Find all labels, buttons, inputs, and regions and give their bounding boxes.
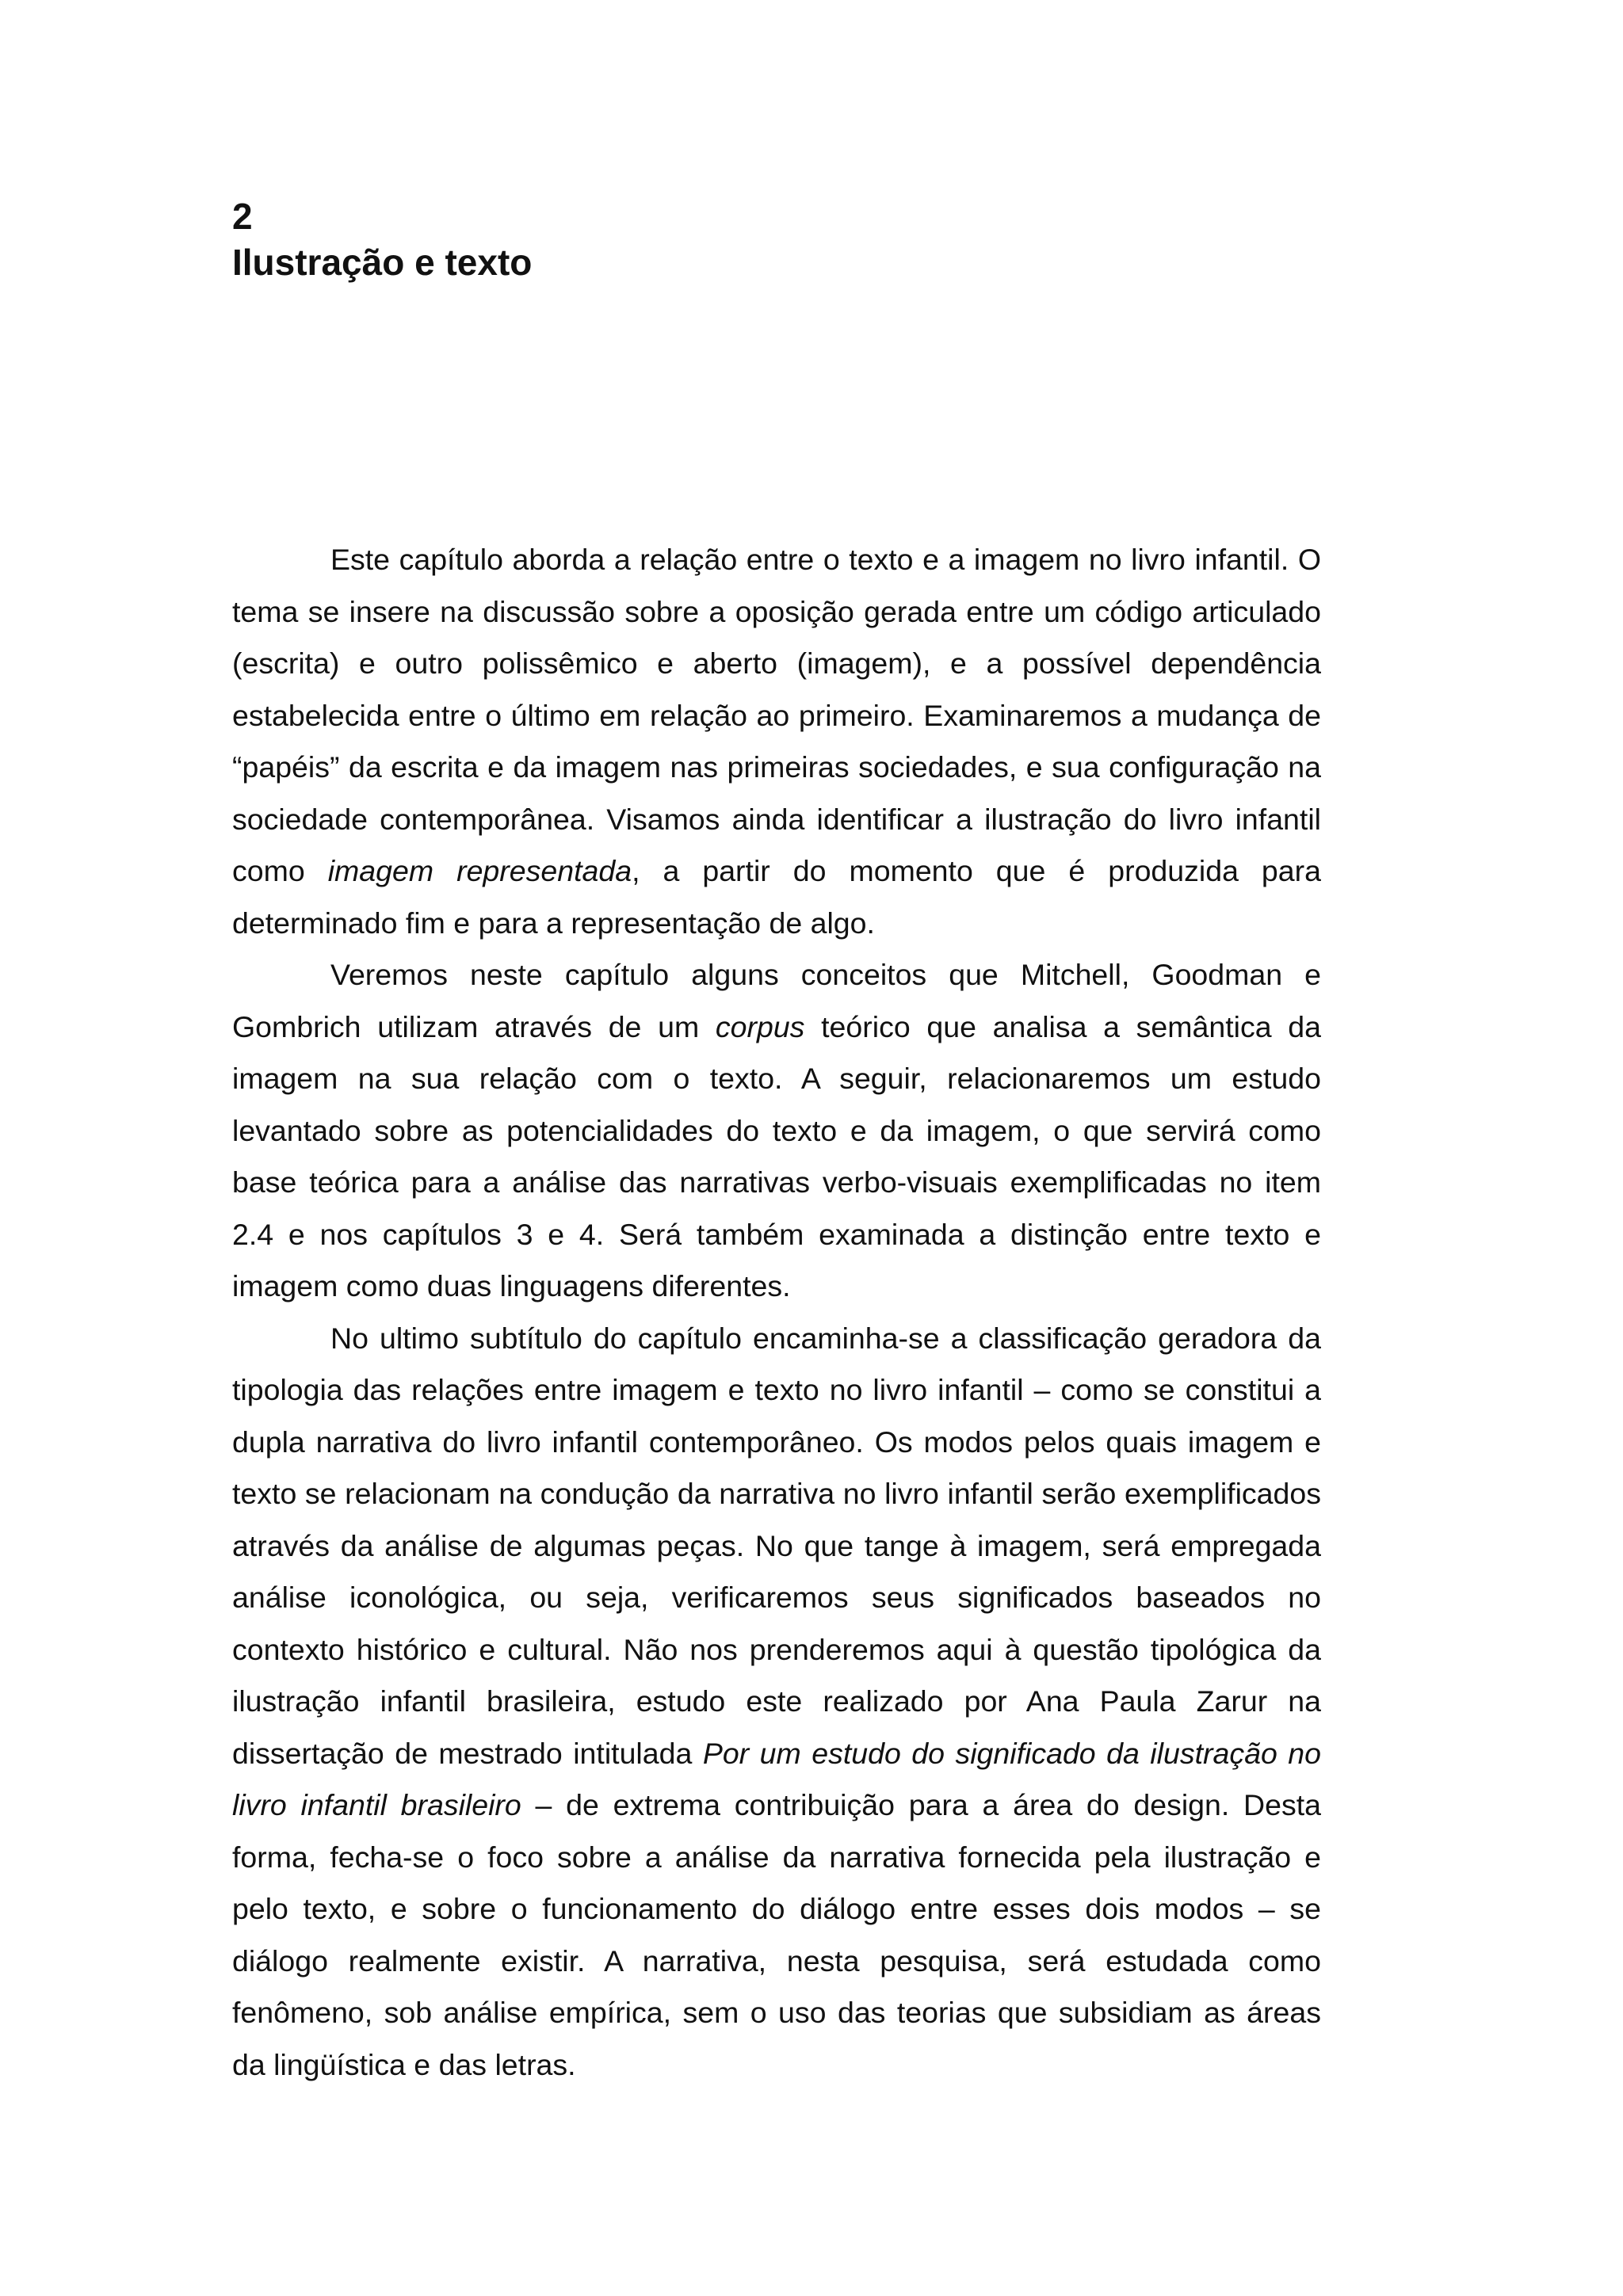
paragraph-1-text: Este capítulo aborda a relação entre o texto e a imagem no livro infantil. O tema se insere na discussão sobre a oposição gerada entre um código articulado (escrita) e outro polissêmico e aberto (imagem), e a possível dependência estabelecida entre o último em relação ao primeiro. Examinaremos a mudança de “papéis” da escrita e da imagem nas primeiras sociedades, e sua configuração na sociedade contemporânea. Visamos ainda identificar a ilustração do livro infantil como <box>232 543 1321 887</box>
body-text <box>232 534 1321 2091</box>
paragraph-1-italic-term: imagem representada <box>327 854 632 887</box>
paragraph-2 <box>232 949 1321 1313</box>
chapter-number: 2 <box>232 196 253 237</box>
paragraph-2-text-end: teórico que analisa a semântica da imagem na sua relação com o texto. A seguir, relacionaremos um estudo levantado sobre as potencialidades do texto e da imagem, o que servirá como base teórica para a análise das narrativas verbo-visuais exemplificadas no item 2.4 e nos capítulos 3 e 4. Será também examinada a distinção entre texto e imagem como duas linguagens diferentes. <box>232 1009 1321 1302</box>
paragraph-3-text: No ultimo subtítulo do capítulo encaminha-se a classificação geradora da tipologia das relações entre imagem e texto no livro infantil – como se constitui a dupla narrativa do livro infantil contemporâneo. Os modos pelos quais imagem e texto se relacionam na condução da narrativa no livro infantil serão exemplificados através da análise de algumas peças. No que tange à imagem, será empregada análise iconológica, ou seja, verificaremos seus significados baseados no contexto histórico e cultural. Não nos prenderemos aqui à questão tipológica da ilustração infantil brasileira, estudo este realizado por Ana Paula Zarur na dissertação de mestrado intitulada <box>232 1321 1321 1770</box>
paragraph-3 <box>232 1313 1321 2092</box>
paragraph-1 <box>232 534 1321 949</box>
paragraph-3-text-end: – de extrema contribuição para a área do design. Desta forma, fecha-se o foco sobre a análise da narrativa fornecida pela ilustração e pelo texto, e sobre o funcionamento do diálogo entre esses dois modos – se diálogo realmente existir. A narrativa, nesta pesquisa, será estudada como fenômeno, sob análise empírica, sem o uso das teorias que subsidiam as áreas da lingüística e das letras. <box>232 1788 1321 2081</box>
paragraph-2-text: Veremos neste capítulo alguns conceitos que Mitchell, Goodman e Gombrich utilizam através de um <box>232 958 1321 1043</box>
chapter-title: Ilustração e texto <box>232 242 533 283</box>
paragraph-1-text-end: , a partir do momento que é produzida para determinado fim e para a representação de algo. <box>232 854 1321 940</box>
paragraph-3-italic-title: Por um estudo do significado da ilustração no livro infantil brasileiro <box>232 1736 1321 1821</box>
paragraph-2-italic-term: corpus <box>715 1009 805 1043</box>
chapter-heading <box>232 193 532 285</box>
